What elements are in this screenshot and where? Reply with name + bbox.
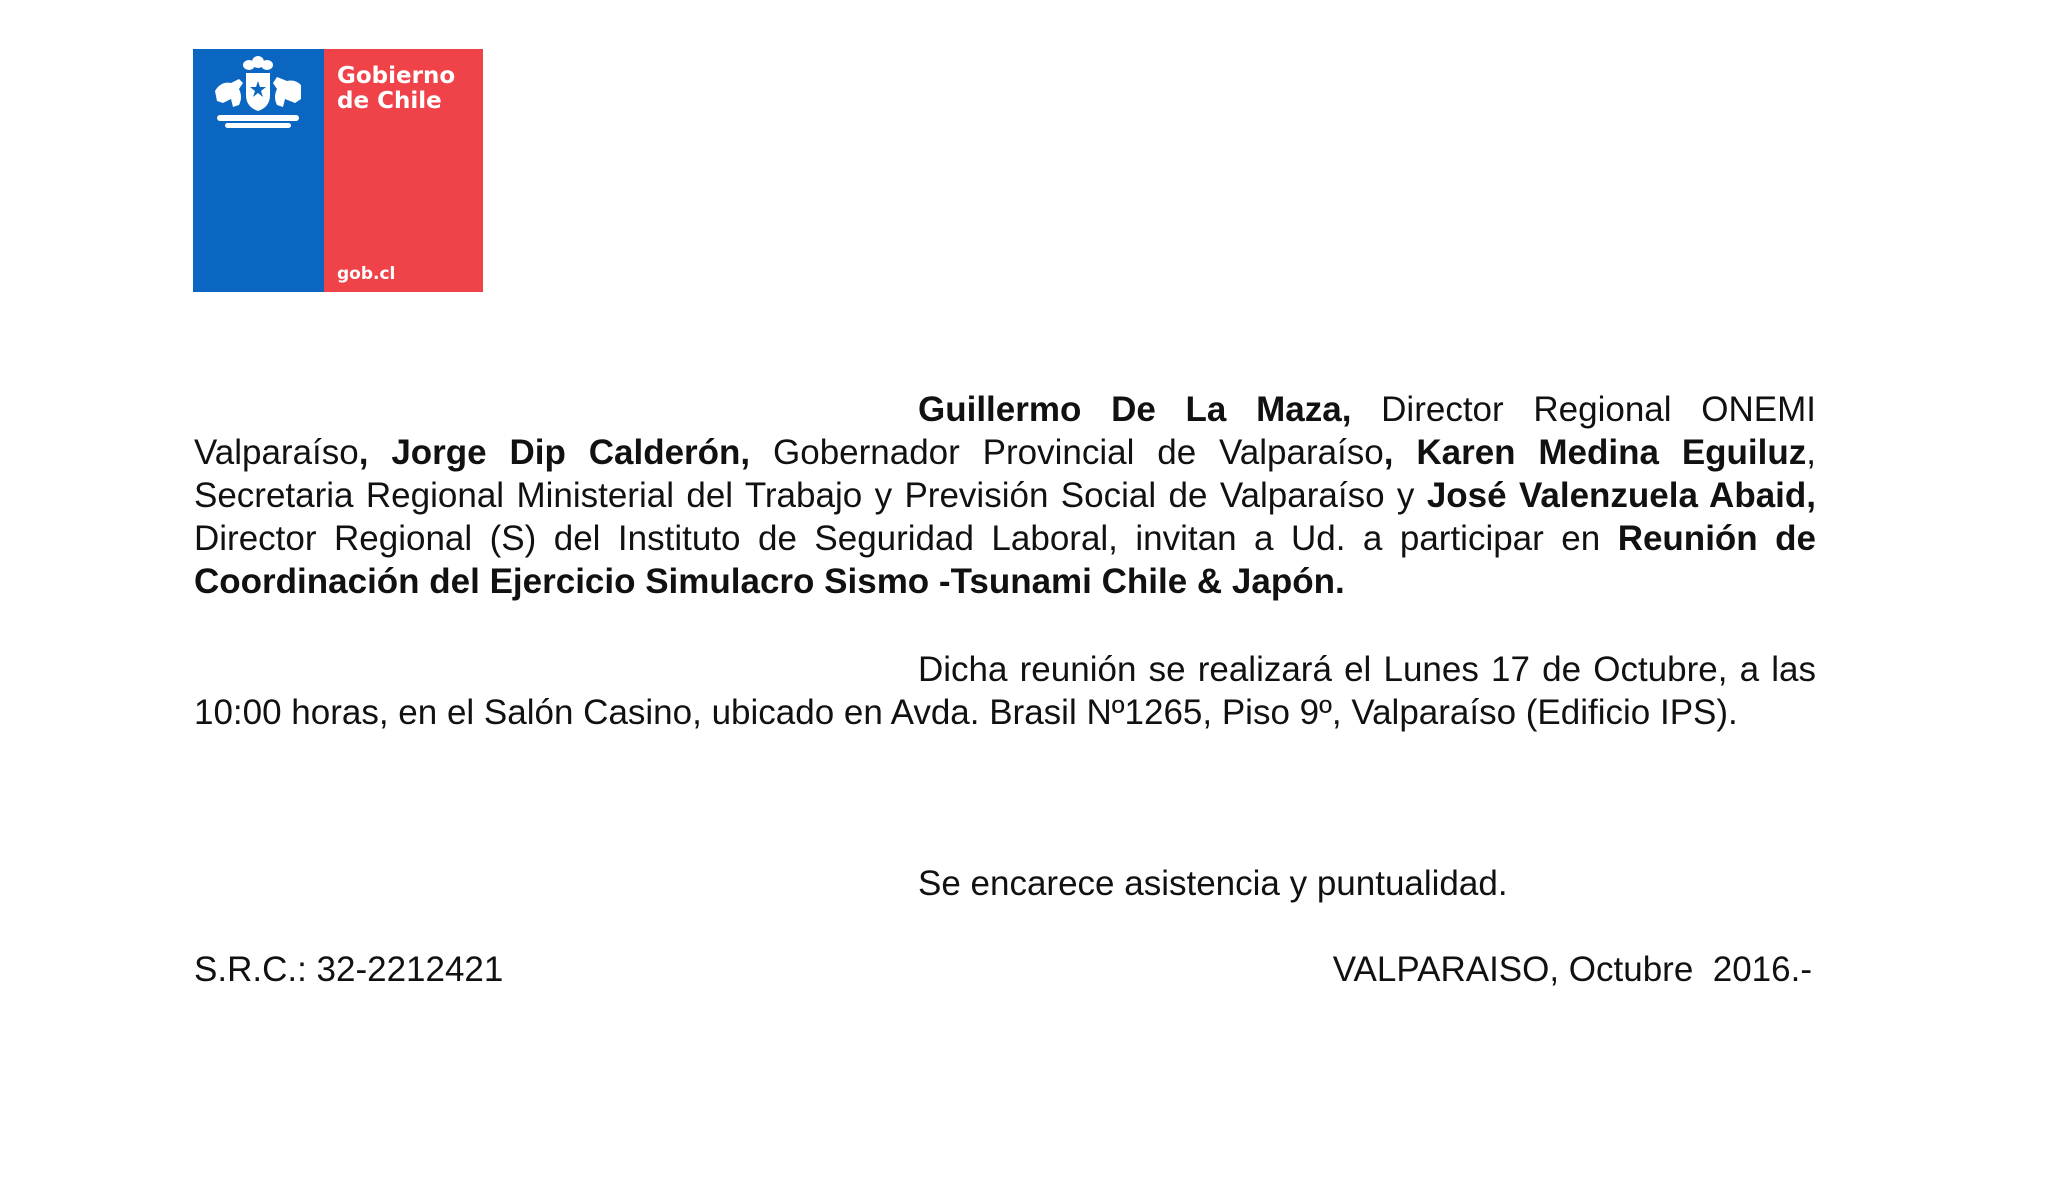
host-name-1: Guillermo De La Maza, (918, 390, 1352, 429)
invitation-paragraph (194, 388, 1816, 603)
event-title: Reunión de Coordinación del Ejercicio Simulacro Sismo -Tsunami Chile & Japón. (194, 519, 1816, 601)
meeting-details-text: Dicha reunión se realizará el Lunes 17 de Octubre, a las 10:00 horas, en el Salón Casino, ubicado en Avda. Brasil Nº1265, Piso 9º, Valparaíso (Edificio IPS). (194, 650, 1816, 732)
host-role-4: Director Regional (S) del Instituto de Seguridad Laboral, invitan a Ud. a participar en (194, 519, 1618, 558)
logo-url: gob.cl (337, 264, 396, 284)
host-role-2: Gobernador Provincial de Valparaíso (750, 433, 1384, 472)
host-name-2: , Jorge Dip Calderón, (358, 433, 751, 472)
logo-wordmark (337, 64, 479, 114)
chile-coat-of-arms-icon (203, 55, 313, 135)
host-role-1: Director Regional ONEMI Valparaíso (194, 390, 1816, 472)
logo-name-line1: Gobierno (337, 63, 456, 89)
logo-name-line2: de Chile (337, 88, 442, 114)
closing-line: Se encarece asistencia y puntualidad. (918, 864, 1508, 903)
place-date: VALPARAISO, Octubre 2016.- (1332, 950, 1812, 989)
logo-red-panel (324, 49, 483, 292)
host-name-4: José Valenzuela Abaid, (1426, 476, 1816, 515)
gobierno-de-chile-logo (193, 49, 483, 292)
src-phone: S.R.C.: 32-2212421 (194, 950, 504, 989)
meeting-details-paragraph (194, 648, 1816, 734)
host-name-3: , Karen Medina Eguiluz (1383, 433, 1807, 472)
logo-blue-panel (193, 49, 324, 292)
host-role-3: , Secretaria Regional Ministerial del Trabajo y Previsión Social de Valparaíso y (194, 433, 1816, 515)
